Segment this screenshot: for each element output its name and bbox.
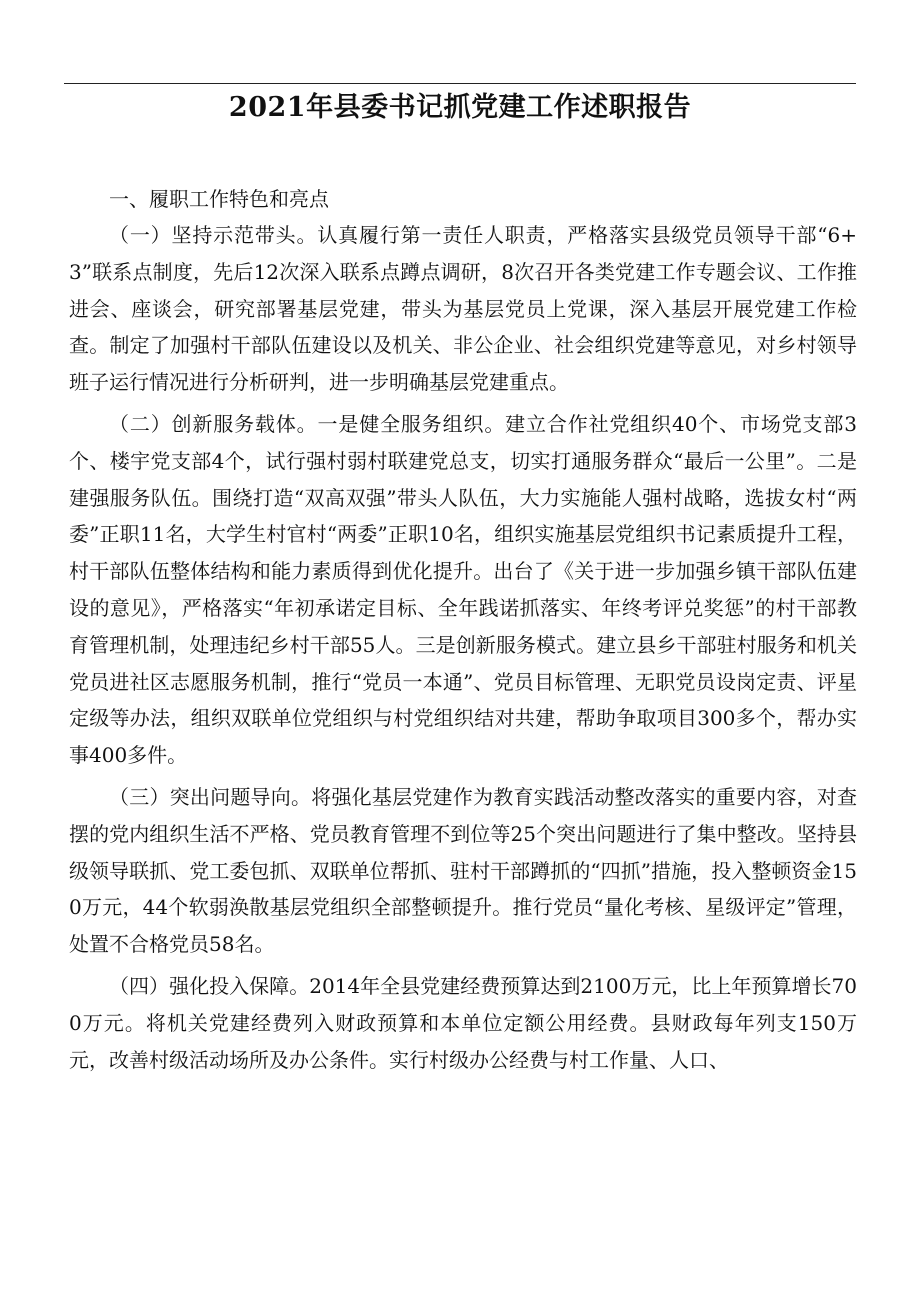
section-heading: 一、履职工作特色和亮点 <box>109 187 329 211</box>
header-rule <box>64 83 856 84</box>
paragraph-2: （二）创新服务载体。一是健全服务组织。建立合作社党组织40个、市场党支部3个、楼宇党支部4个，试行强村弱村联建党总支，切实打通服务群众“最后一公里”。二是建强服务队伍。围绕打造“双高双强”带头人队伍，大力实施能人强村战略，选拔女村“两委”正职11名，大学生村官村“两委”正职10名，组织实施基层党组织书记素质提升工程，村干部队伍整体结构和能力素质得到优化提升。出台了《关于进一步加强乡镇干部队伍建设的意见》，严格落实“年初承诺定目标、全年践诺抓落实、年终考评兑奖惩”的村干部教育管理机制，处理违纪乡村干部55人。三是创新服务模式。建立县乡干部驻村服务和机关党员进社区志愿服务机制，推行“党员一本通”、党员目标管理、无职党员设岗定责、评星定级等办法，组织双联单位党组织与村党组织结对共建，帮助争取项目300多个，帮办实事400多件。 <box>69 411 857 768</box>
document-title: 2021年县委书记抓党建工作述职报告 <box>228 92 692 123</box>
document-body <box>69 181 857 1078</box>
paragraph-4: （四）强化投入保障。2014年全县党建经费预算达到2100万元，比上年预算增长700万元。将机关党建经费列入财政预算和本单位定额公用经费。县财政每年列支150万元，改善村级活动场所及办公条件。实行村级办公经费与村工作量、人口、 <box>69 973 857 1072</box>
paragraph-3: （三）突出问题导向。将强化基层党建作为教育实践活动整改落实的重要内容，对查摆的党内组织生活不严格、党员教育管理不到位等25个突出问题进行了集中整改。坚持县级领导联抓、党工委包抓、双联单位帮抓、驻村干部蹲抓的“四抓”措施，投入整顿资金150万元，44个软弱涣散基层党组织全部整顿提升。推行党员“量化考核、星级评定”管理，处置不合格党员58名。 <box>69 784 857 957</box>
paragraph-1: （一）坚持示范带头。认真履行第一责任人职责，严格落实县级党员领导干部“6+3”联系点制度，先后12次深入联系点蹲点调研，8次召开各类党建工作专题会议、工作推进会、座谈会，研究部署基层党建，带头为基层党员上党课，深入基层开展党建工作检查。制定了加强村干部队伍建设以及机关、非公企业、社会组织党建等意见，对乡村领导班子运行情况进行分析研判，进一步明确基层党建重点。 <box>69 223 857 395</box>
